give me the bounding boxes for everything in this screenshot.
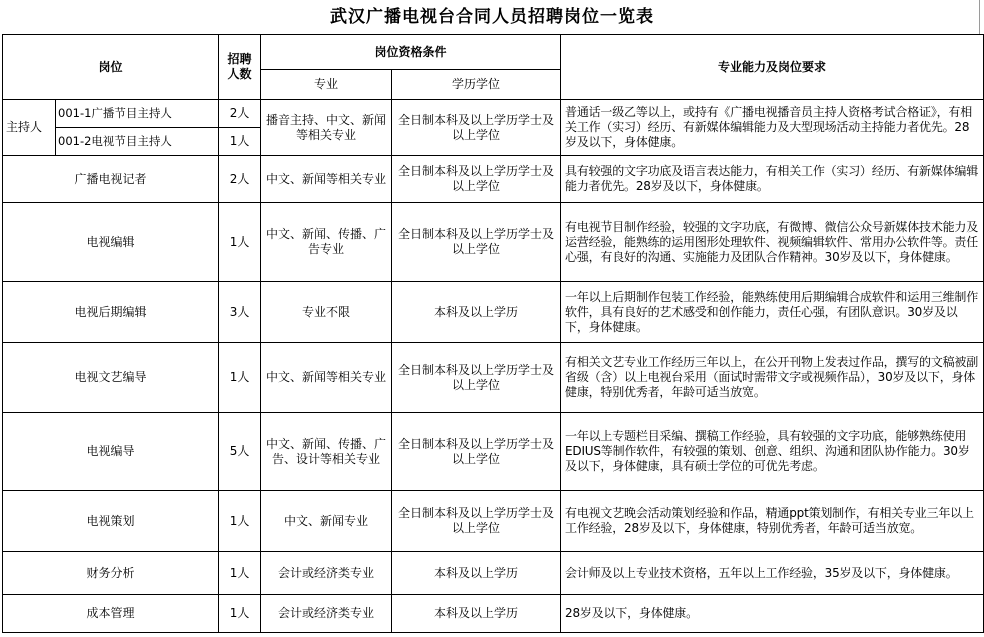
finance-degree: 本科及以上学历 xyxy=(392,552,561,595)
tv-director-degree: 全日制本科及以上学历学士及以上学位 xyxy=(392,413,561,491)
tv-director-count: 5人 xyxy=(219,413,261,491)
table-row xyxy=(3,552,984,595)
tv-director-major: 中文、新闻、传播、广告、设计等相关专业 xyxy=(261,413,392,491)
finance-requirements: 会计师及以上专业技术资格，五年以上工作经验，35岁及以下，身体健康。 xyxy=(561,552,984,595)
cost-position: 成本管理 xyxy=(3,595,219,633)
arts-director-position: 电视文艺编导 xyxy=(3,343,219,413)
table-row xyxy=(3,203,984,282)
host-sub1: 001-1广播节目主持人 xyxy=(56,100,219,128)
finance-major: 会计或经济类专业 xyxy=(261,552,392,595)
header-requirements: 专业能力及岗位要求 xyxy=(561,35,984,100)
host-count1: 2人 xyxy=(219,100,261,128)
tv-editor-requirements: 有电视节目制作经验，较强的文字功底，有微博、微信公众号新媒体技术能力及运营经验，能熟练的运用图形处理软件、视频编辑软件、常用办公软件等。责任心强，有良好的沟通、实施能力及团队合作精神。30岁及以下，身体健康。 xyxy=(561,203,984,282)
arts-director-major: 中文、新闻等相关专业 xyxy=(261,343,392,413)
tv-editor-degree: 全日制本科及以上学历学士及以上学位 xyxy=(392,203,561,282)
column-edge-marks xyxy=(972,0,982,34)
recruitment-table xyxy=(2,34,984,633)
planner-count: 1人 xyxy=(219,491,261,552)
table-row xyxy=(3,100,984,128)
cost-degree: 本科及以上学历 xyxy=(392,595,561,633)
host-count2: 1人 xyxy=(219,128,261,156)
finance-count: 1人 xyxy=(219,552,261,595)
header-count: 招聘人数 xyxy=(219,35,261,100)
planner-degree: 全日制本科及以上学历学士及以上学位 xyxy=(392,491,561,552)
reporter-position: 广播电视记者 xyxy=(3,156,219,203)
header-major: 专业 xyxy=(261,70,392,100)
tv-editor-position: 电视编辑 xyxy=(3,203,219,282)
post-editor-major: 专业不限 xyxy=(261,282,392,343)
post-editor-degree: 本科及以上学历 xyxy=(392,282,561,343)
table-row xyxy=(3,491,984,552)
post-editor-position: 电视后期编辑 xyxy=(3,282,219,343)
post-editor-count: 3人 xyxy=(219,282,261,343)
tv-director-position: 电视编导 xyxy=(3,413,219,491)
reporter-count: 2人 xyxy=(219,156,261,203)
table-row xyxy=(3,413,984,491)
reporter-requirements: 具有较强的文字功底及语言表达能力，有相关工作（实习）经历、有新媒体编辑能力者优先。28岁及以下，身体健康。 xyxy=(561,156,984,203)
arts-director-count: 1人 xyxy=(219,343,261,413)
header-position: 岗位 xyxy=(3,35,219,100)
table-row xyxy=(3,343,984,413)
arts-director-degree: 全日制本科及以上学历学士及以上学位 xyxy=(392,343,561,413)
host-category: 主持人 xyxy=(3,100,56,156)
cost-major: 会计或经济类专业 xyxy=(261,595,392,633)
reporter-major: 中文、新闻等相关专业 xyxy=(261,156,392,203)
header-qualifications: 岗位资格条件 xyxy=(261,35,561,70)
table-row xyxy=(3,156,984,203)
host-sub2: 001-2电视节目主持人 xyxy=(56,128,219,156)
tv-editor-major: 中文、新闻、传播、广告专业 xyxy=(261,203,392,282)
cost-requirements: 28岁及以下，身体健康。 xyxy=(561,595,984,633)
host-degree: 全日制本科及以上学历学士及以上学位 xyxy=(392,100,561,156)
finance-position: 财务分析 xyxy=(3,552,219,595)
planner-major: 中文、新闻专业 xyxy=(261,491,392,552)
page-title: 武汉广播电视台合同人员招聘岗位一览表 xyxy=(330,7,654,27)
host-major: 播音主持、中文、新闻等相关专业 xyxy=(261,100,392,156)
host-requirements: 普通话一级乙等以上，或持有《广播电视播音员主持人资格考试合格证》，有相关工作（实习）经历、有新媒体编辑能力及大型现场活动主持能力者优先。28岁及以下，身体健康。 xyxy=(561,100,984,156)
planner-requirements: 有电视文艺晚会活动策划经验和作品，精通ppt策划制作，有相关专业三年以上工作经验，28岁及以下，身体健康，特别优秀者，年龄可适当放宽。 xyxy=(561,491,984,552)
post-editor-requirements: 一年以上后期制作包装工作经验，能熟练使用后期编辑合成软件和运用三维制作软件，具有良好的艺术感受和创作能力，责任心强，有团队意识。30岁及以下，身体健康。 xyxy=(561,282,984,343)
cost-count: 1人 xyxy=(219,595,261,633)
table-row xyxy=(3,282,984,343)
table-row xyxy=(3,595,984,633)
header-degree: 学历学位 xyxy=(392,70,561,100)
arts-director-requirements: 有相关文艺专业工作经历三年以上，在公开刊物上发表过作品，撰写的文稿被副省级（含）以上电视台采用（面试时需带文字或视频作品），30岁及以下，身体健康，特别优秀者，年龄可适当放宽。 xyxy=(561,343,984,413)
tv-director-requirements: 一年以上专题栏目采编、撰稿工作经验，具有较强的文字功底，能够熟练使用EDIUS等制作软件，有较强的策划、创意、组织、沟通和团队协作能力。30岁及以下，身体健康，具有硕士学位的可优先考虑。 xyxy=(561,413,984,491)
planner-position: 电视策划 xyxy=(3,491,219,552)
tv-editor-count: 1人 xyxy=(219,203,261,282)
reporter-degree: 全日制本科及以上学历学士及以上学位 xyxy=(392,156,561,203)
